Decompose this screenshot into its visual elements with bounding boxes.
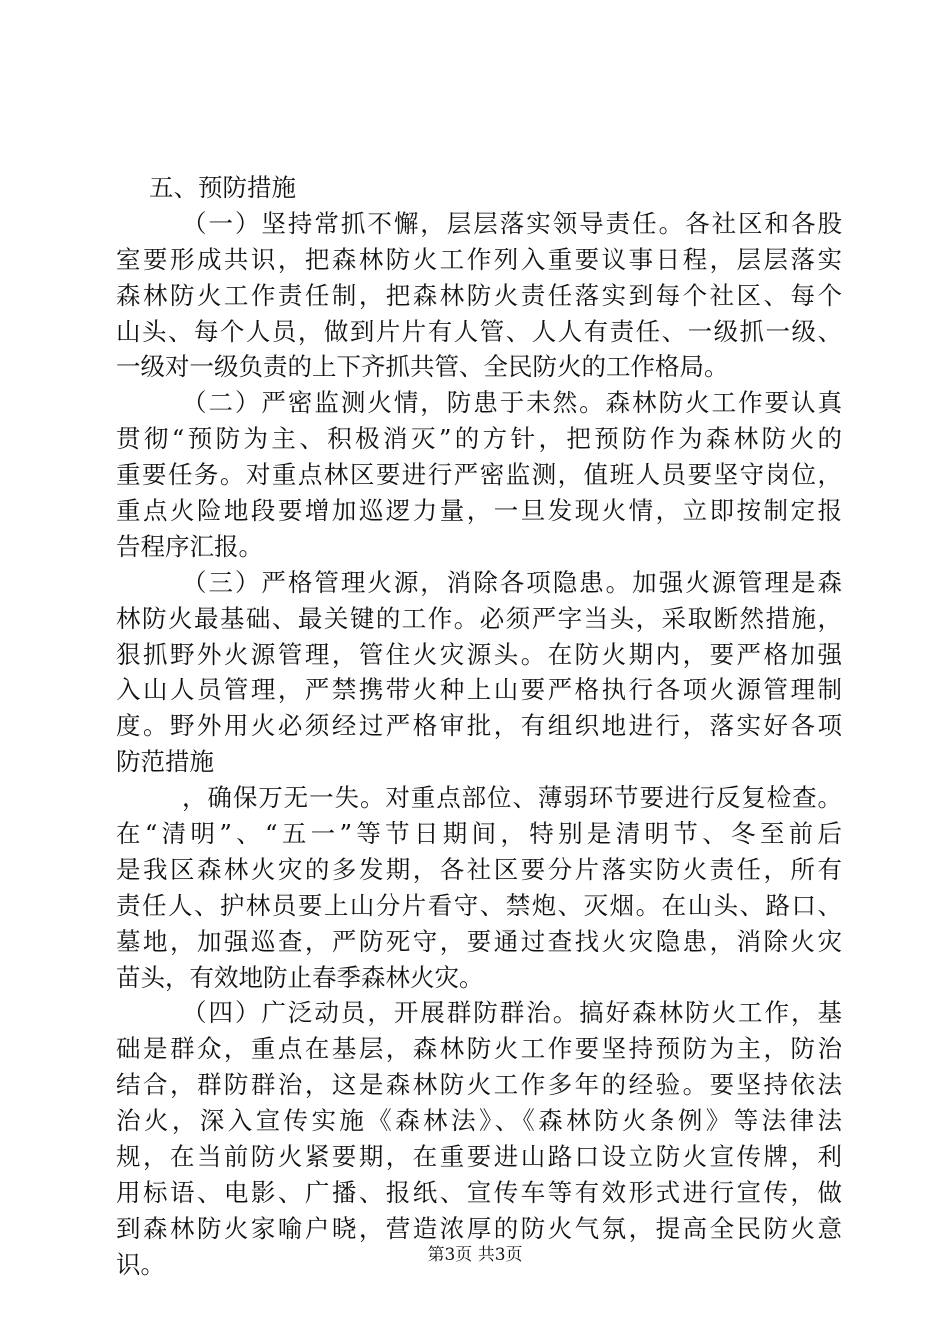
paragraph-2 [116,385,842,564]
paragraph-line: 贯彻“预防为主、积极消灭”的方针，把预防作为森林防火的 [116,424,842,454]
document-body [116,170,842,1283]
paragraph-1 [116,206,842,385]
paragraph-line: （四）广泛动员，开展群防群治。搞好森林防火工作，基 [182,998,842,1028]
paragraph-line: 在“清明”、“五一”等节日期间，特别是清明节、冬至前后 [116,819,842,849]
paragraph-line: 狠抓野外火源管理，管住火灾源头。在防火期内，要严格加强 [116,639,842,669]
paragraph-3 [116,565,842,780]
paragraph-line: （三）严格管理火源，消除各项隐患。加强火源管理是森 [182,567,842,597]
paragraph-4 [116,780,842,995]
page-number-footer: 第3页 共3页 [427,1245,523,1265]
paragraph-line: 室要形成共识，把森林防火工作列入重要议事日程，层层落实 [116,244,842,274]
paragraph-line: 防范措施 [116,747,214,777]
paragraph-line: ，确保万无一失。对重点部位、薄弱环节要进行反复检查。 [182,783,842,813]
paragraph-5 [116,995,842,1282]
paragraph-line: 重要任务。对重点林区要进行严密监测，值班人员要坚守岗位， [116,460,842,490]
paragraph-line: 识。 [116,1249,165,1279]
paragraph-line: 用标语、电影、广播、报纸、宣传车等有效形式进行宣传，做 [116,1177,842,1207]
paragraph-line: 度。野外用火必须经过严格审批，有组织地进行，落实好各项 [116,711,842,741]
section-heading: 五、预防措施 [149,173,296,202]
paragraph-line: 责任人、护林员要上山分片看守、禁炮、灭烟。在山头、路口、 [116,890,842,920]
paragraph-line: 林防火最基础、最关键的工作。必须严字当头，采取断然措施， [116,603,842,633]
paragraph-line: （二）严密监测火情，防患于未然。森林防火工作要认真 [182,388,842,418]
paragraph-line: 结合，群防群治，这是森林防火工作多年的经验。要坚持依法 [116,1070,842,1100]
paragraph-line: 重点火险地段要增加巡逻力量，一旦发现火情，立即按制定报 [116,496,842,526]
paragraph-line: 一级对一级负责的上下齐抓共管、全民防火的工作格局。 [116,352,729,382]
paragraph-line: 森林防火工作责任制，把森林防火责任落实到每个社区、每个 [116,280,842,310]
paragraph-line: 告程序汇报。 [116,531,263,561]
paragraph-line: 规，在当前防火紧要期，在重要进山路口设立防火宣传牌，利 [116,1142,842,1172]
paragraph-line: 苗头，有效地防止春季森林火灾。 [116,962,484,992]
paragraph-line: 山头、每个人员，做到片片有人管、人人有责任、一级抓一级、 [116,316,842,346]
paragraph-line: 墓地，加强巡查，严防死守，要通过查找火灾隐患，消除火灾 [116,926,842,956]
paragraph-line: 到森林防火家喻户晓，营造浓厚的防火气氛，提高全民防火意 [116,1213,842,1243]
paragraph-line: （一）坚持常抓不懈，层层落实领导责任。各社区和各股 [182,208,842,238]
paragraph-line: 治火，深入宣传实施《森林法》、《森林防火条例》等法律法 [116,1106,842,1136]
paragraph-line: 础是群众，重点在基层，森林防火工作要坚持预防为主，防治 [116,1034,842,1064]
paragraph-line: 是我区森林火灾的多发期，各社区要分片落实防火责任，所有 [116,854,842,884]
paragraph-line: 入山人员管理，严禁携带火种上山要严格执行各项火源管理制 [116,675,842,705]
